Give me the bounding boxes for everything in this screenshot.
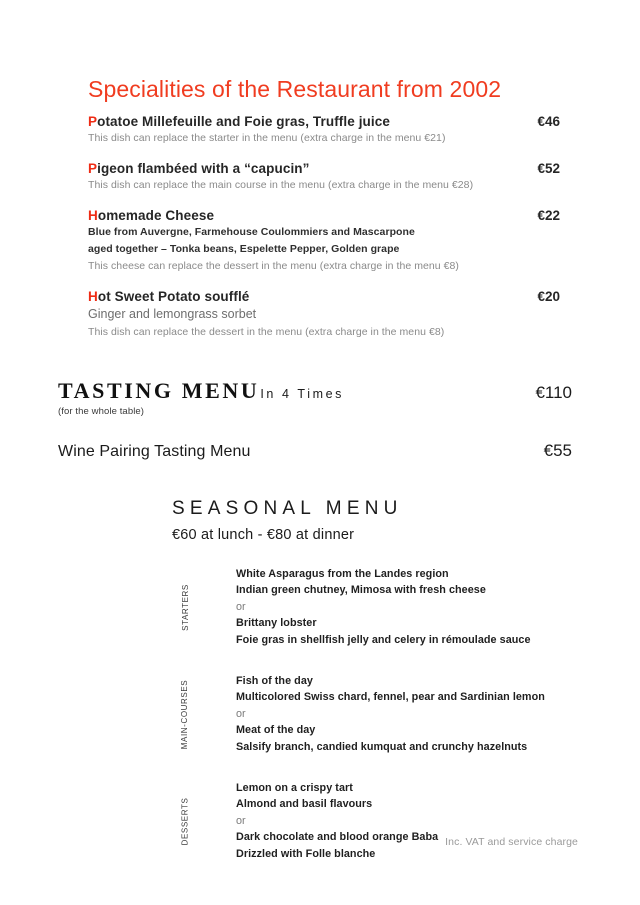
speciality-price: €20 [537,289,560,305]
course-line: Meat of the day [236,724,316,737]
course-line: Lemon on a crispy tart [236,782,353,795]
tasting-menu-price: €110 [535,383,572,402]
speciality-initial: P [88,161,98,177]
course-group-main-courses [174,673,594,755]
tasting-menu-footnote: (for the whole table) [58,406,145,417]
tasting-menu-row [58,378,572,404]
speciality-name-rest: ot Sweet Potato soufflé [97,289,250,305]
course-lines [236,673,594,755]
wine-pairing-label: Wine Pairing Tasting Menu [58,443,251,460]
tasting-menu-labels [58,378,344,404]
speciality-name [88,114,390,129]
speciality-note: This cheese can replace the dessert in the menu (extra charge in the menu €8) [88,260,459,273]
speciality-description-line: aged together – Tonka beans, Espelette Pepper, Golden grape [88,243,400,256]
speciality-note: This dish can replace the main course in the menu (extra charge in the menu €28) [88,179,474,192]
specialities-title: Specialities of the Restaurant from 2002 [88,76,502,102]
speciality-note: This dish can replace the starter in the menu (extra charge in the menu €21) [88,132,446,144]
speciality-note: This dish can replace the dessert in the menu (extra charge in the menu €8) [88,326,445,339]
speciality-name-rest: igeon flambéed with a “capucin” [97,161,310,177]
speciality-name [88,161,310,176]
speciality-item [88,114,560,146]
speciality-price: €22 [537,208,560,224]
course-group-tag [174,566,196,648]
speciality-initial: H [88,289,98,305]
seasonal-menu-prices: €60 at lunch - €80 at dinner [172,527,355,543]
course-group-desserts [174,780,594,862]
speciality-price: €52 [537,161,560,177]
course-line: Almond and basil flavours [236,798,373,811]
tasting-menu-block [58,378,572,417]
course-lines [236,780,594,862]
speciality-name-rest: otatoe Millefeuille and Foie gras, Truffle juice [97,114,390,129]
speciality-initial: H [88,208,98,224]
speciality-header-row [88,161,560,176]
vat-service-charge-note: Inc. VAT and service charge [445,836,578,848]
course-line: Foie gras in shellfish jelly and celery in rémoulade sauce [236,633,531,646]
speciality-name [88,208,214,223]
course-line: Indian green chutney, Mimosa with fresh cheese [236,584,486,597]
course-line: Drizzled with Folle blanche [236,847,376,860]
course-group-tag [174,780,196,862]
tasting-menu-subtitle: In 4 Times [260,387,344,401]
speciality-item [88,161,560,193]
tasting-menu-title: TASTING MENU [58,378,260,403]
course-separator: or [236,600,246,613]
speciality-initial: P [88,114,98,129]
speciality-item [88,289,560,340]
speciality-header-row [88,289,560,304]
course-separator: or [236,814,246,827]
speciality-description-line: Blue from Auvergne, Farmehouse Coulommiers and Mascarpone [88,226,415,239]
speciality-name-rest: omemade Cheese [97,208,215,224]
course-line: Multicolored Swiss chard, fennel, pear and Sardinian lemon [236,691,545,704]
course-group-tag [174,673,196,755]
wine-pairing-price: €55 [543,441,572,460]
course-group-starters [174,566,594,648]
wine-pairing-row [58,441,572,461]
speciality-subtitle: Ginger and lemongrass sorbet [88,307,257,322]
speciality-header-row [88,208,560,223]
speciality-item [88,208,560,274]
seasonal-menu-title: SEASONAL MENU [172,498,403,519]
course-line: White Asparagus from the Landes region [236,568,449,580]
course-line: Dark chocolate and blood orange Baba [236,831,439,844]
course-tag-label: DESSERTS [180,797,190,845]
course-line: Brittany lobster [236,617,317,630]
course-tag-label: MAIN-COURSES [180,679,190,749]
speciality-header-row [88,114,560,129]
course-tag-label: STARTERS [180,583,190,631]
course-line: Salsify branch, candied kumquat and crunchy hazelnuts [236,740,528,753]
speciality-name [88,289,249,304]
course-lines [236,566,594,648]
course-line: Fish of the day [236,675,313,688]
seasonal-menu-header [172,498,572,543]
specialities-list [88,114,560,356]
course-separator: or [236,707,246,720]
speciality-price: €46 [537,114,560,129]
